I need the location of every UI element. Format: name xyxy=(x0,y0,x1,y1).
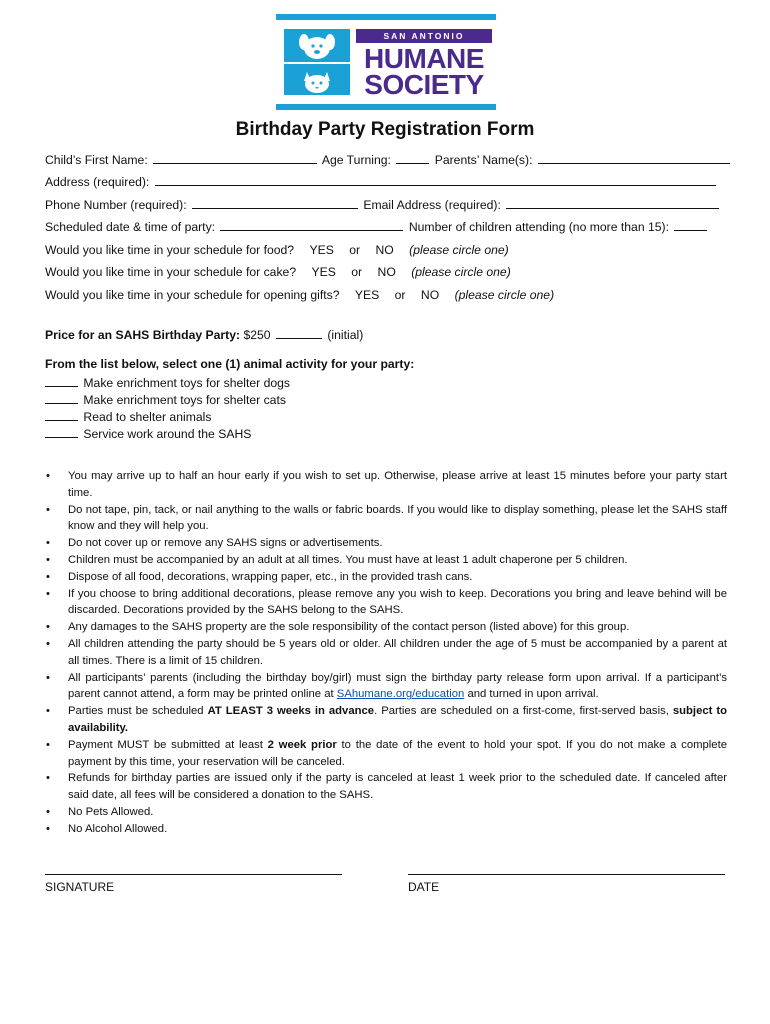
scheduled-label: Scheduled date & time of party: xyxy=(45,220,216,234)
gifts-yes[interactable]: YES xyxy=(354,288,380,302)
food-circle-hint: (please circle one) xyxy=(409,243,509,257)
cake-question: Would you like time in your schedule for cake? xyxy=(45,265,297,279)
date-label: DATE xyxy=(408,880,440,894)
activity-checkbox-blank[interactable] xyxy=(45,373,78,387)
activity-label: Read to shelter animals xyxy=(83,410,212,424)
phone-field[interactable] xyxy=(192,195,358,209)
row-cake xyxy=(45,262,511,282)
phone-label: Phone Number (required): xyxy=(45,198,187,212)
activity-heading-row xyxy=(45,356,414,373)
rule-text: . Parties are scheduled on a first-come, first-served basis, xyxy=(374,705,669,718)
logo-top-bar xyxy=(276,14,496,20)
rule-item: • You may arrive up to half an hour early if you wish to set up. Otherwise, please arrive at least 15 minutes before your party start time. xyxy=(45,468,727,502)
num-children-label: Number of children attending (no more than 15): xyxy=(408,220,669,234)
rule-emphasis: subject to availability. xyxy=(68,705,728,734)
gifts-circle-hint: (please circle one) xyxy=(454,288,555,302)
row-schedule xyxy=(45,217,709,237)
age-turning-field[interactable] xyxy=(396,150,429,164)
education-link[interactable]: SAhumane.org/education xyxy=(336,688,465,701)
rule-item: • Do not cover up or remove any SAHS signs or advertisements. xyxy=(45,535,727,552)
num-children-field[interactable] xyxy=(674,217,707,231)
signature-block xyxy=(45,874,342,894)
rule-item xyxy=(45,703,727,737)
child-first-name-label: Child’s First Name: xyxy=(45,153,148,167)
date-block xyxy=(408,874,725,894)
food-or: or xyxy=(349,243,361,257)
cake-yes[interactable]: YES xyxy=(311,265,336,279)
rule-item: • All children attending the party should be 5 years old or older. All children under the age of 5 must be accompanied by a parent at all times. There is a limit of 15 children. xyxy=(45,636,727,670)
activity-item xyxy=(45,407,211,424)
price-label: Price for an SAHS Birthday Party: xyxy=(45,328,241,342)
rule-item xyxy=(45,737,727,771)
row-contact xyxy=(45,195,721,215)
activity-checkbox-blank[interactable] xyxy=(45,407,78,421)
food-yes[interactable]: YES xyxy=(309,243,334,257)
rule-text: Payment MUST be submitted at least xyxy=(68,738,263,751)
humane-society-logo xyxy=(276,14,496,110)
gifts-or: or xyxy=(394,288,406,302)
rule-text: All participants’ parents (including the birthday boy/girl) must sign the birthday party release form upon arrival. If a participant’s parent cannot attend, a form may be printed online at xyxy=(68,671,727,701)
activity-label: Make enrichment toys for shelter dogs xyxy=(83,376,290,390)
gifts-question: Would you like time in your schedule for opening gifts? xyxy=(45,288,340,302)
activity-item xyxy=(45,424,251,441)
address-label: Address (required): xyxy=(45,175,150,189)
activity-checkbox-blank[interactable] xyxy=(45,390,78,404)
email-label: Email Address (required): xyxy=(363,198,501,212)
row-food xyxy=(45,240,509,260)
logo-pets-tile xyxy=(284,29,350,95)
rule-text: to the date of the event to hold your spot. If you do not make a complete payment by this time, your reservation will be canceled. xyxy=(68,738,728,768)
address-field[interactable] xyxy=(155,172,716,186)
logo-tagline: SAN ANTONIO xyxy=(356,29,492,43)
price-initial-field[interactable] xyxy=(276,325,322,339)
rule-emphasis: 2 week prior xyxy=(267,738,337,751)
rule-item: • No Pets Allowed. xyxy=(45,804,727,821)
activity-item xyxy=(45,390,286,407)
food-no[interactable]: NO xyxy=(375,243,394,257)
email-field[interactable] xyxy=(506,195,719,209)
parents-names-label: Parents’ Name(s): xyxy=(434,153,533,167)
rule-item xyxy=(45,670,727,704)
age-turning-label: Age Turning: xyxy=(321,153,391,167)
parents-names-field[interactable] xyxy=(538,150,730,164)
activity-label: Make enrichment toys for shelter cats xyxy=(83,393,286,407)
rule-emphasis: AT LEAST 3 weeks in advance xyxy=(207,705,375,718)
dog-icon xyxy=(284,29,350,62)
signature-label: SIGNATURE xyxy=(45,880,115,894)
row-child-info xyxy=(45,150,732,170)
scheduled-field[interactable] xyxy=(220,217,403,231)
activity-item xyxy=(45,373,290,390)
cake-or: or xyxy=(351,265,363,279)
activity-heading: From the list below, select one (1) animal activity for your party: xyxy=(45,357,415,371)
price-row xyxy=(45,325,363,345)
price-initial-label: (initial) xyxy=(327,328,364,342)
rule-text: Parties must be scheduled xyxy=(68,705,204,718)
logo-bottom-bar xyxy=(276,104,496,110)
rule-text: and turned in upon arrival. xyxy=(467,688,599,701)
rule-item: • Refunds for birthday parties are issued only if the party is canceled at least 1 week prior to the scheduled date. If canceled after said date, all fees will be considered a donation to the SAHS. xyxy=(45,770,727,804)
row-address xyxy=(45,172,718,192)
cat-icon xyxy=(284,62,350,97)
child-first-name-field[interactable] xyxy=(153,150,317,164)
signature-line[interactable] xyxy=(45,874,342,876)
gifts-no[interactable]: NO xyxy=(420,288,440,302)
food-question: Would you like time in your schedule for food? xyxy=(45,243,295,257)
rule-item: • Dispose of all food, decorations, wrapping paper, etc., in the provided trash cans. xyxy=(45,569,727,586)
activity-checkbox-blank[interactable] xyxy=(45,424,78,438)
activity-label: Service work around the SAHS xyxy=(83,427,252,441)
cake-circle-hint: (please circle one) xyxy=(411,265,511,279)
logo-wordmark xyxy=(356,29,492,100)
rule-item: • If you choose to bring additional decorations, please remove any you wish to keep. Decorations you bring and leave behind will be discarded. Decorations provided by the SAHS belong to the SAHS. xyxy=(45,586,727,620)
cake-no[interactable]: NO xyxy=(377,265,396,279)
rule-item: • Any damages to the SAHS property are the sole responsibility of the contact person (listed above) for this group. xyxy=(45,619,727,636)
price-amount: $250 xyxy=(243,328,271,342)
rules-list xyxy=(45,468,727,838)
logo-word-humane: HUMANE xyxy=(364,43,484,74)
rule-item: • Children must be accompanied by an adult at all times. You must have at least 1 adult chaperone per 5 children. xyxy=(45,552,727,569)
date-line[interactable] xyxy=(408,874,725,876)
logo-word-society: SOCIETY xyxy=(364,69,484,100)
form-title: Birthday Party Registration Form xyxy=(235,119,535,140)
rule-item: • No Alcohol Allowed. xyxy=(45,821,727,838)
rule-item: • Do not tape, pin, tack, or nail anything to the walls or fabric boards. If you would like to display something, please let the SAHS staff know and they will help you. xyxy=(45,502,727,536)
row-gifts xyxy=(45,285,554,305)
